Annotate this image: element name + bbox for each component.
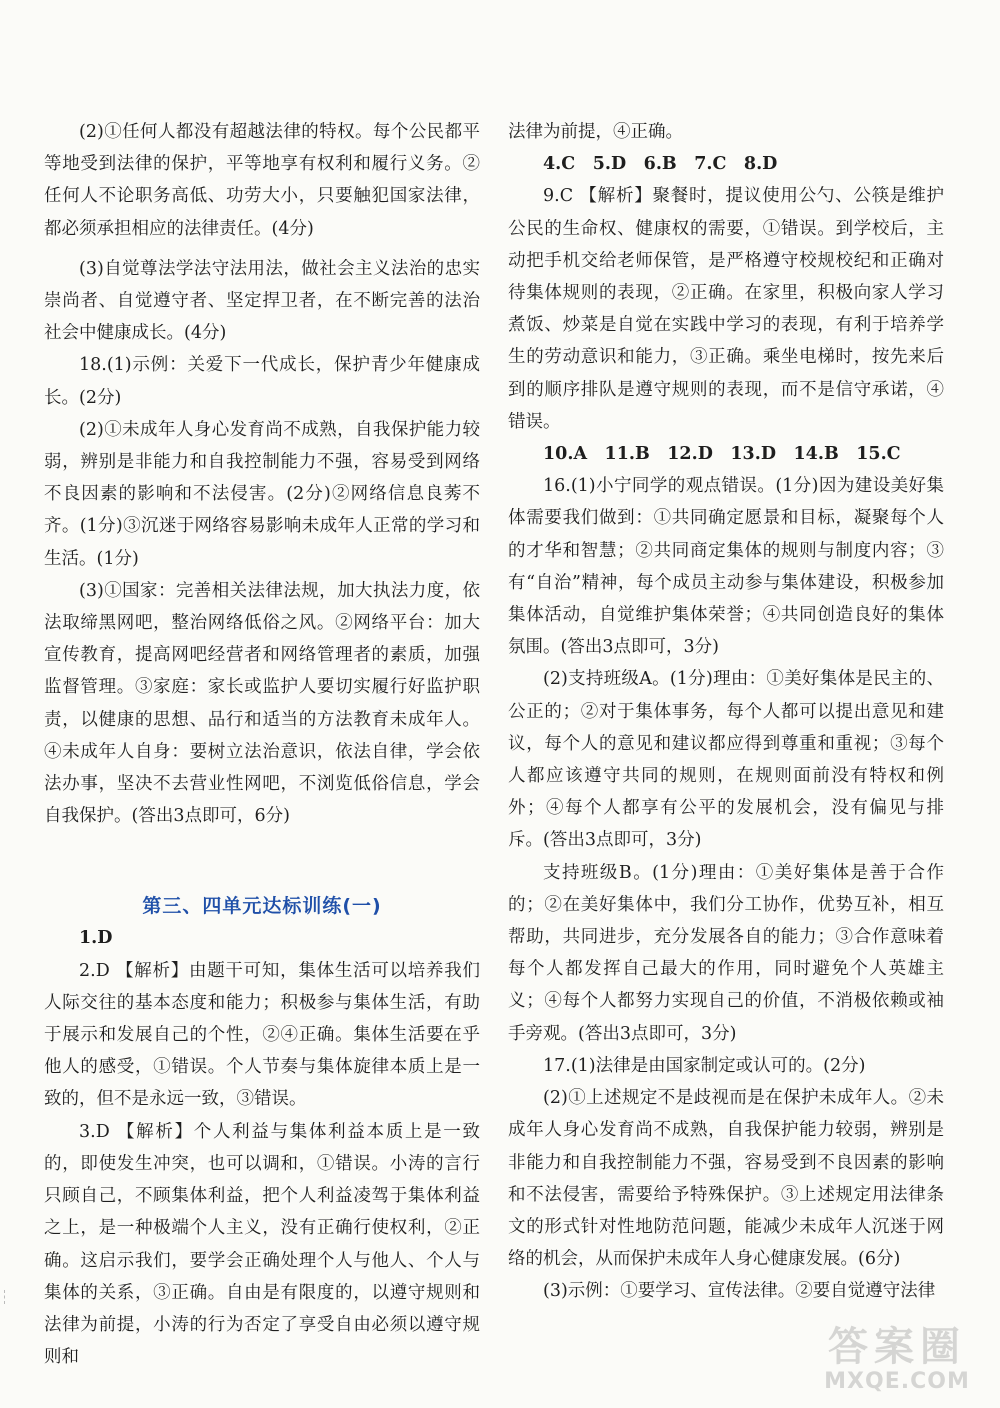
answer-paragraph: 法律为前提，④正确。 xyxy=(508,122,683,142)
section-title: 第三、四单元达标训练(一) xyxy=(142,895,382,918)
answer-line: 10.A 11.B 12.D 13.D 14.B 15.C xyxy=(543,444,901,465)
answer-paragraph: 2.D 【解析】由题干可知，集体生活可以培养我们人际交往的基本态度和能力；积极参与集体生活，有助于展示和发展自己的个性，②④正确。集体生活要在乎他人的感受，①错误。个人节奏与集体旋律本质上是一致的，但不是永远一致，③错误。 xyxy=(44,960,480,1110)
answer-paragraph: (3)自觉尊法学法守法用法，做社会主义法治的忠实崇尚者、自觉遵守者、坚定捍卫者，在不断完善的法治社会中健康成长。(4分) xyxy=(44,258,480,344)
answer-paragraph: 17.(1)法律是由国家制定或认可的。(2分) xyxy=(543,1055,866,1076)
answer-paragraph: (2)①上述规定不是歧视而是在保护未成年人。②未成年人身心发育尚不成熟，自我保护能力较弱，辨别是非能力和自我控制能力不强，容易受到不良因素的影响和不法侵害，需要给予特殊保护。③上述规定用法律条文的形式针对性地防范问题，能减少未成年人沉迷于网络的机会，从而保护未成年人身心健康发展。(6分) xyxy=(508,1088,944,1270)
answer-paragraph: (3)①国家：完善相关法律法规，加大执法力度，依法取缔黑网吧，整治网络低俗之风。②网络平台：加大宣传教育，提高网吧经营者和网络管理者的素质，加强监督管理。③家庭：家长或监护人要切实履行好监护职责，以健康的思想、品行和适当的方法教育未成年人。④未成年人自身：要树立法治意识，依法自律，学会依法办事，坚决不去营业性网吧，不浏览低俗信息，学会自我保护。(答出3点即可，6分) xyxy=(44,580,480,827)
left-column xyxy=(44,116,480,1373)
answer-paragraph: (2)①任何人都没有超越法律的特权。每个公民都平等地受到法律的保护，平等地享有权利和履行义务。②任何人不论职务高低、功劳大小，只要触犯国家法律，都必须承担相应的法律责任。(4分) xyxy=(44,122,480,239)
answer-paragraph: 9.C 【解析】聚餐时，提议使用公勺、公筷是维护公民的生命权、健康权的需要，①错误。到学校后，主动把手机交给老师保管，是严格遵守校规校纪和正确对待集体规则的表现，②正确。在家里，积极向家人学习煮饭、炒菜是自觉在实践中学习的表现，有利于培养学生的劳动意识和能力，③正确。乘坐电梯时，按先来后到的顺序排队是遵守规则的表现，而不是信守承诺，④错误。 xyxy=(508,186,944,432)
answer-paragraph: (3)示例：①要学习、宣传法律。②要自觉遵守法律 xyxy=(543,1281,936,1302)
scan-edge-mark xyxy=(4,1290,7,1304)
answer-paragraph: 16.(1)小宁同学的观点错误。(1分)因为建设美好集体需要我们做到：①共同确定愿景和目标，凝聚每个人的才华和智慧；②共同商定集体的规则与制度内容；③有“自治”精神，每个成员主动参与集体建设，积极参加集体活动，自觉维护集体荣誉；④共同创造良好的集体氛围。(答出3点即可，3分) xyxy=(508,476,944,658)
watermark-logo-text: 答案圈 xyxy=(828,1323,966,1370)
answer-paragraph: (2)支持班级A。(1分)理由：①美好集体是民主的、公正的；②对于集体事务，每个人都可以提出意见和建议，每个人的意见和建议都应得到尊重和重视；③每个人都应该遵守共同的规则，在规则面前没有特权和例外；④每个人都享有公平的发展机会，没有偏见与排斥。(答出3点即可，3分) xyxy=(508,669,944,851)
right-column xyxy=(508,116,944,1308)
answer-line: 1.D xyxy=(79,928,113,949)
answer-paragraph: 3.D 【解析】个人利益与集体利益本质上是一致的，即使发生冲突，也可以调和，①错误。小涛的言行只顾自己，不顾集体利益，把个人利益凌驾于集体利益之上，是一种极端个人主义，没有正确行使权利，②正确。这启示我们，要学会正确处理个人与他人、个人与集体的关系，③正确。自由是有限度的，以遵守规则和法律为前提，小涛的行为否定了享受自由必须以遵守规则和 xyxy=(44,1121,480,1368)
answer-paragraph: 支持班级B。(1分)理由：①美好集体是善于合作的；②在美好集体中，我们分工协作，优势互补，相互帮助，共同进步，充分发展各自的能力；③合作意味着每个人都发挥自己最大的作用，同时避免个人英雄主义；④每个人都努力实现自己的价值，不消极依赖或袖手旁观。(答出3点即可，3分) xyxy=(508,862,944,1044)
answer-paragraph: (2)①未成年人身心发育尚不成熟，自我保护能力较弱，辨别是非能力和自我控制能力不强，容易受到网络不良因素的影响和不法侵害。(2分)②网络信息良莠不齐。(1分)③沉迷于网络容易影响未成年人正常的学习和生活。(1分) xyxy=(44,419,480,569)
watermark-logo xyxy=(812,1316,982,1402)
watermark-url: MXQE.COM xyxy=(824,1368,970,1394)
answer-paragraph: 18.(1)示例：关爱下一代成长，保护青少年健康成长。(2分) xyxy=(44,355,480,408)
answer-line: 4.C 5.D 6.B 7.C 8.D xyxy=(543,154,778,175)
